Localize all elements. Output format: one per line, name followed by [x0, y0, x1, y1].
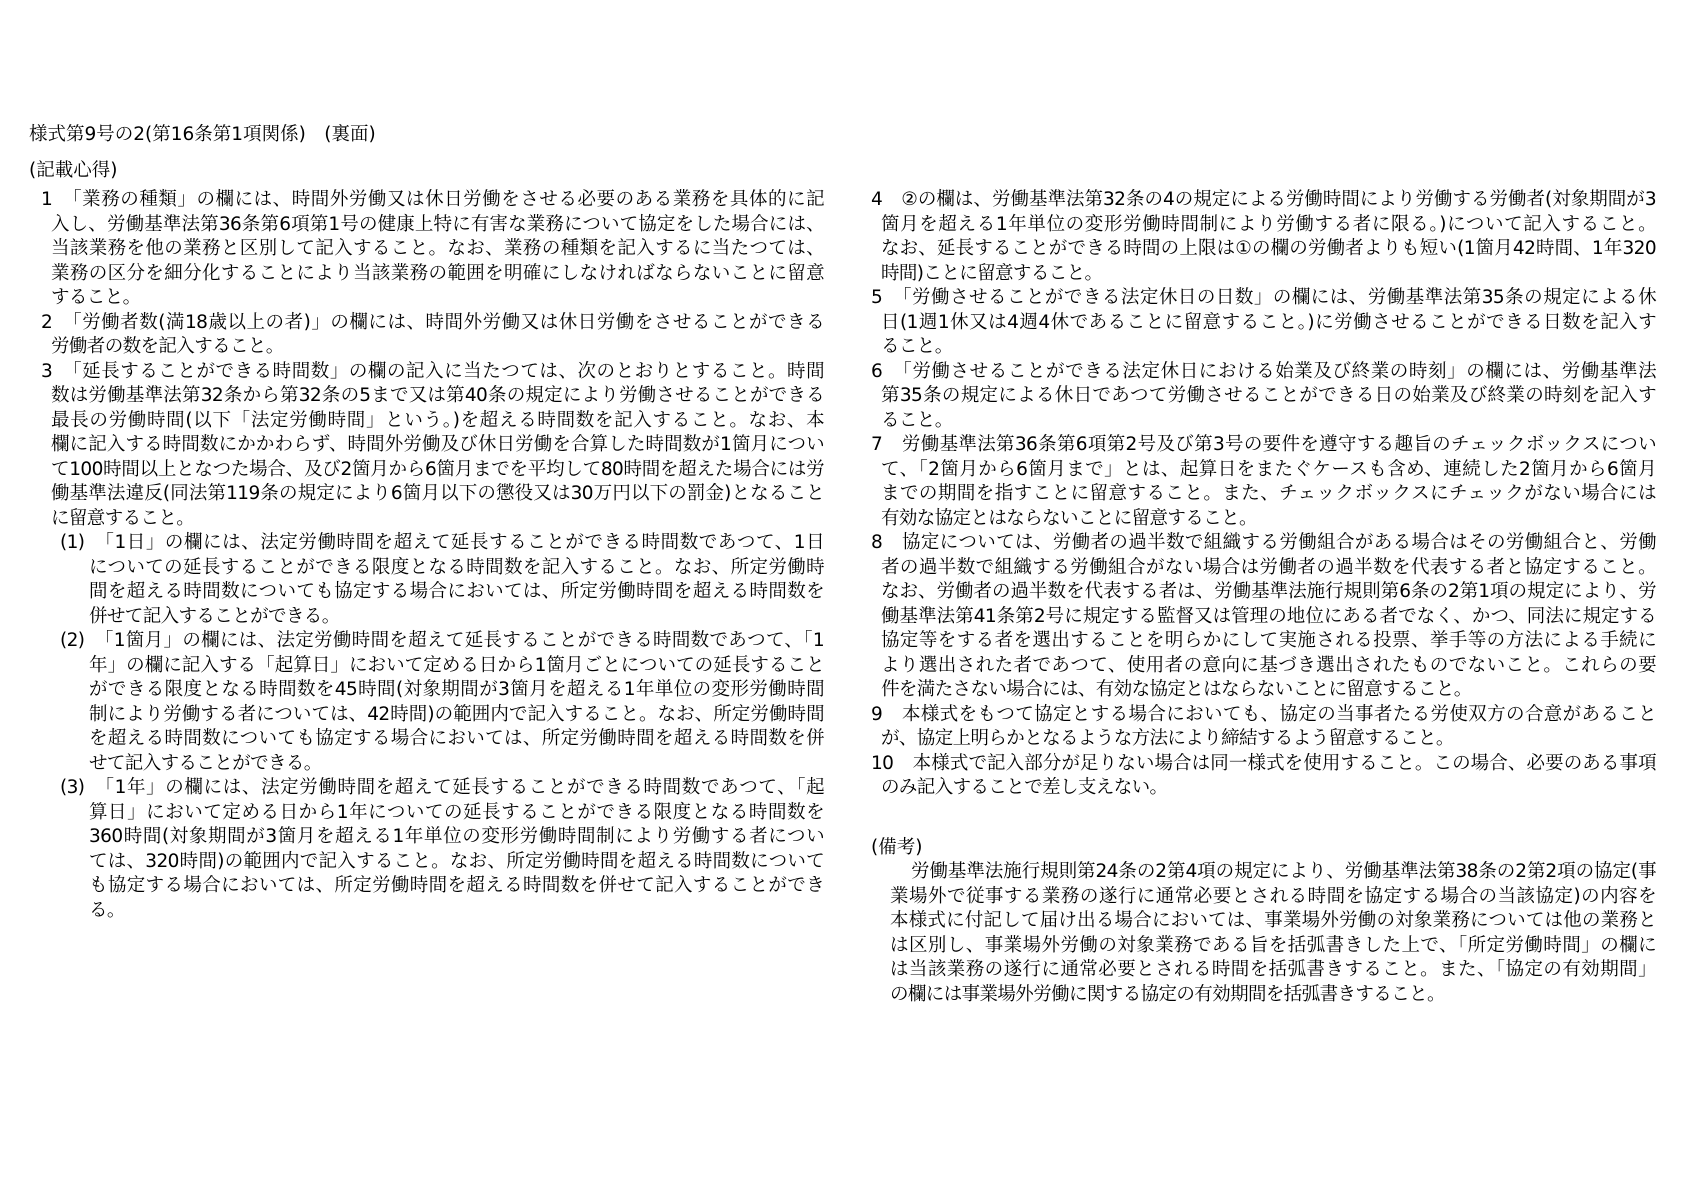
item-line: 360時間(対象期間が3箇月を超える1年単位の変形労働時間制により労働する者につい	[89, 826, 824, 847]
item-line: ができる限度となる時間数を45時間(対象期間が3箇月を超える1年単位の変形労働時間	[89, 679, 824, 700]
right-column	[871, 188, 1656, 1007]
item-line: 併せて記入することができる。	[89, 605, 340, 627]
item-line: のみ記入することで差し支えない。	[881, 777, 1168, 798]
list-item	[41, 360, 824, 532]
list-item	[871, 286, 1656, 360]
item-line: までの期間を指すことに留意すること。また、チェックボックスにチェックがない場合には	[881, 483, 1656, 504]
item-line: ること。	[881, 336, 953, 357]
item-line: せて記入することができる。	[89, 752, 322, 774]
item-line: が、協定上明らかとなるような方法により締結するよう留意すること。	[881, 728, 1454, 749]
list-item	[60, 531, 824, 629]
item-first-line: 3 「延長することができる時間数」の欄の記入に当たつては、次のとおりとすること。時間	[41, 360, 824, 382]
item-line: 本様式に付記して届け出る場合においては、事業場外労働の対象業務については他の業務と	[890, 910, 1656, 931]
form-title: 様式第9号の2(第16条第1項関係) (裏面)	[29, 124, 376, 145]
item-line: 業場外で従事する業務の遂行に通常必要とされる時間を協定する場合の当該協定)の内容を	[890, 885, 1656, 907]
item-line: 日(1週1休又は4週4休であることに留意すること。)に労働させることができる日数を記入す	[881, 311, 1656, 333]
item-line: て、「2箇月から6箇月まで」とは、起算日をまたぐケースも含め、連続した2箇月から6箇月	[881, 458, 1656, 480]
notes-body	[890, 860, 1656, 1007]
item-first-line: 10 本様式で記入部分が足りない場合は同一様式を使用すること。この場合、必要のある事項	[871, 752, 1656, 774]
item-line: ること。	[881, 409, 953, 431]
item-line: 時間)ことに留意すること。	[881, 262, 1103, 284]
list-item	[871, 703, 1656, 752]
item-line: は区別し、事業場外労働の対象業務である旨を括弧書きした上で、「所定労働時間」の欄に	[890, 934, 1656, 956]
item-first-line: (1) 「1日」の欄には、法定労働時間を超えて延長することができる時間数であつて、1日	[60, 532, 824, 553]
item-line: より選出された者であつて、使用者の意向に基づき選出されたものでないこと。これらの要	[881, 654, 1656, 676]
left-column	[41, 188, 824, 923]
item-line: る。	[89, 899, 125, 921]
left-subitems	[60, 531, 824, 923]
item-line: 入し、労働基準法第36条第6項第1号の健康上特に有害な業務について協定をした場合には、	[51, 213, 824, 235]
item-first-line: 9 本様式をもつて協定とする場合においても、協定の当事者たる労使双方の合意があること	[871, 703, 1656, 725]
item-line: 最長の労働時間(以下「法定労働時間」という。)を超える時間数を記入すること。なお、本	[51, 409, 824, 431]
item-line: 者の過半数で組織する労働組合がない場合は労働者の過半数を代表する者と協定すること。	[881, 556, 1656, 578]
list-item	[871, 188, 1656, 286]
item-first-line: (2) 「1箇月」の欄には、法定労働時間を超えて延長することができる時間数であつて、「1	[60, 630, 824, 651]
item-line: を超える時間数についても協定する場合においては、所定労働時間を超える時間数を併	[89, 728, 824, 749]
item-first-line: 6 「労働させることができる法定休日における始業及び終業の時刻」の欄には、労働基準法	[871, 360, 1656, 382]
item-line: 有効な協定とはならないことに留意すること。	[881, 507, 1257, 529]
item-first-line: (3) 「1年」の欄には、法定労働時間を超えて延長することができる時間数であつて、「起	[60, 777, 824, 798]
item-line: についての延長することができる限度となる時間数を記入すること。なお、所定労働時	[89, 556, 824, 578]
right-items	[871, 188, 1656, 801]
item-line: て100時間以上となつた場合、及び2箇月から6箇月までを平均して80時間を超えた場合には労	[51, 458, 824, 480]
item-line: なお、延長することができる時間の上限は①の欄の労働者よりも短い(1箇月42時間、1年320	[881, 238, 1656, 259]
notes-paragraph	[890, 860, 1656, 1007]
item-line: すること。	[51, 287, 141, 308]
item-line: 件を満たさない場合には、有効な協定とはならないことに留意すること。	[881, 679, 1472, 700]
item-line: は当該業務の遂行に通常必要とされる時間を括弧書きすること。また、「協定の有効期間」	[890, 959, 1656, 980]
item-line: 業務の区分を細分化することにより当該業務の範囲を明確にしなければならないことに留意	[51, 262, 824, 284]
list-item	[871, 531, 1656, 703]
list-item	[41, 311, 824, 360]
item-first-line: 2 「労働者数(満18歳以上の者)」の欄には、時間外労働又は休日労働をさせることができる	[41, 311, 824, 333]
item-line: 当該業務を他の業務と区別して記入すること。なお、業務の種類を記入するに当たつては、	[51, 238, 824, 259]
item-first-line: 4 ②の欄は、労働基準法第32条の4の規定による労働時間により労働する労働者(対象期間が3	[871, 189, 1656, 210]
item-line: 間を超える時間数についても協定する場合においては、所定労働時間を超える時間数を	[89, 581, 824, 602]
list-item	[41, 188, 824, 311]
item-line: 第35条の規定による休日であつて労働させることができる日の始業及び終業の時刻を記入す	[881, 385, 1656, 406]
item-first-line: 労働基準法施行規則第24条の2第4項の規定により、労働基準法第38条の2第2項の協定(事	[911, 861, 1656, 882]
item-line: も協定する場合においては、所定労働時間を超える時間数を併せて記入することができ	[89, 875, 824, 896]
notes-heading: (備考)	[871, 836, 923, 858]
left-items	[41, 188, 824, 531]
item-line: 欄に記入する時間数にかかわらず、時間外労働及び休日労働を合算した時間数が1箇月につい	[51, 434, 824, 455]
item-line: に留意すること。	[51, 507, 195, 529]
item-line: 数は労働基準法第32条から第32条の5まで又は第40条の規定により労働させることができる	[51, 385, 824, 406]
item-line: 算日」において定める日から1年についての延長することができる限度となる時間数を	[89, 801, 824, 823]
item-first-line: 7 労働基準法第36条第6項第2号及び第3号の要件を遵守する趣旨のチェックボックスについ	[871, 434, 1656, 455]
section-heading: (記載心得)	[29, 160, 118, 181]
list-item	[871, 752, 1656, 801]
list-item	[60, 629, 824, 776]
list-item	[871, 433, 1656, 531]
item-line: 制により労働する者については、42時間)の範囲内で記入すること。なお、所定労働時間	[89, 703, 824, 725]
item-line: 働基準法第41条第2号に規定する監督又は管理の地位にある者でなく、かつ、同法に規定する	[881, 605, 1656, 627]
item-first-line: 8 協定については、労働者の過半数で組織する労働組合がある場合はその労働組合と、労働	[871, 532, 1656, 553]
item-line: 労働者の数を記入すること。	[51, 336, 284, 357]
item-line: 働基準法違反(同法第119条の規定により6箇月以下の懲役又は30万円以下の罰金)となること	[51, 483, 824, 504]
item-first-line: 5 「労働させることができる法定休日の日数」の欄には、労働基準法第35条の規定による休	[871, 287, 1656, 308]
item-line: ては、320時間)の範囲内で記入すること。なお、所定労働時間を超える時間数について	[89, 850, 824, 872]
item-first-line: 1 「業務の種類」の欄には、時間外労働又は休日労働をさせる必要のある業務を具体的に記	[41, 189, 824, 210]
item-line: の欄には事業場外労働に関する協定の有効期間を括弧書きすること。	[890, 983, 1445, 1005]
list-item	[871, 360, 1656, 434]
item-line: 協定等をする者を選出することを明らかにして実施される投票、挙手等の方法による手続に	[881, 630, 1656, 651]
item-line: 年」の欄に記入する「起算日」において定める日から1箇月ごとについての延長すること	[89, 654, 824, 676]
item-line: 箇月を超える1年単位の変形労働時間制により労働する者に限る。)について記入すること。	[881, 213, 1656, 235]
list-item	[60, 776, 824, 923]
item-line: なお、労働者の過半数を代表する者は、労働基準法施行規則第6条の2第1項の規定により、労	[881, 581, 1656, 602]
